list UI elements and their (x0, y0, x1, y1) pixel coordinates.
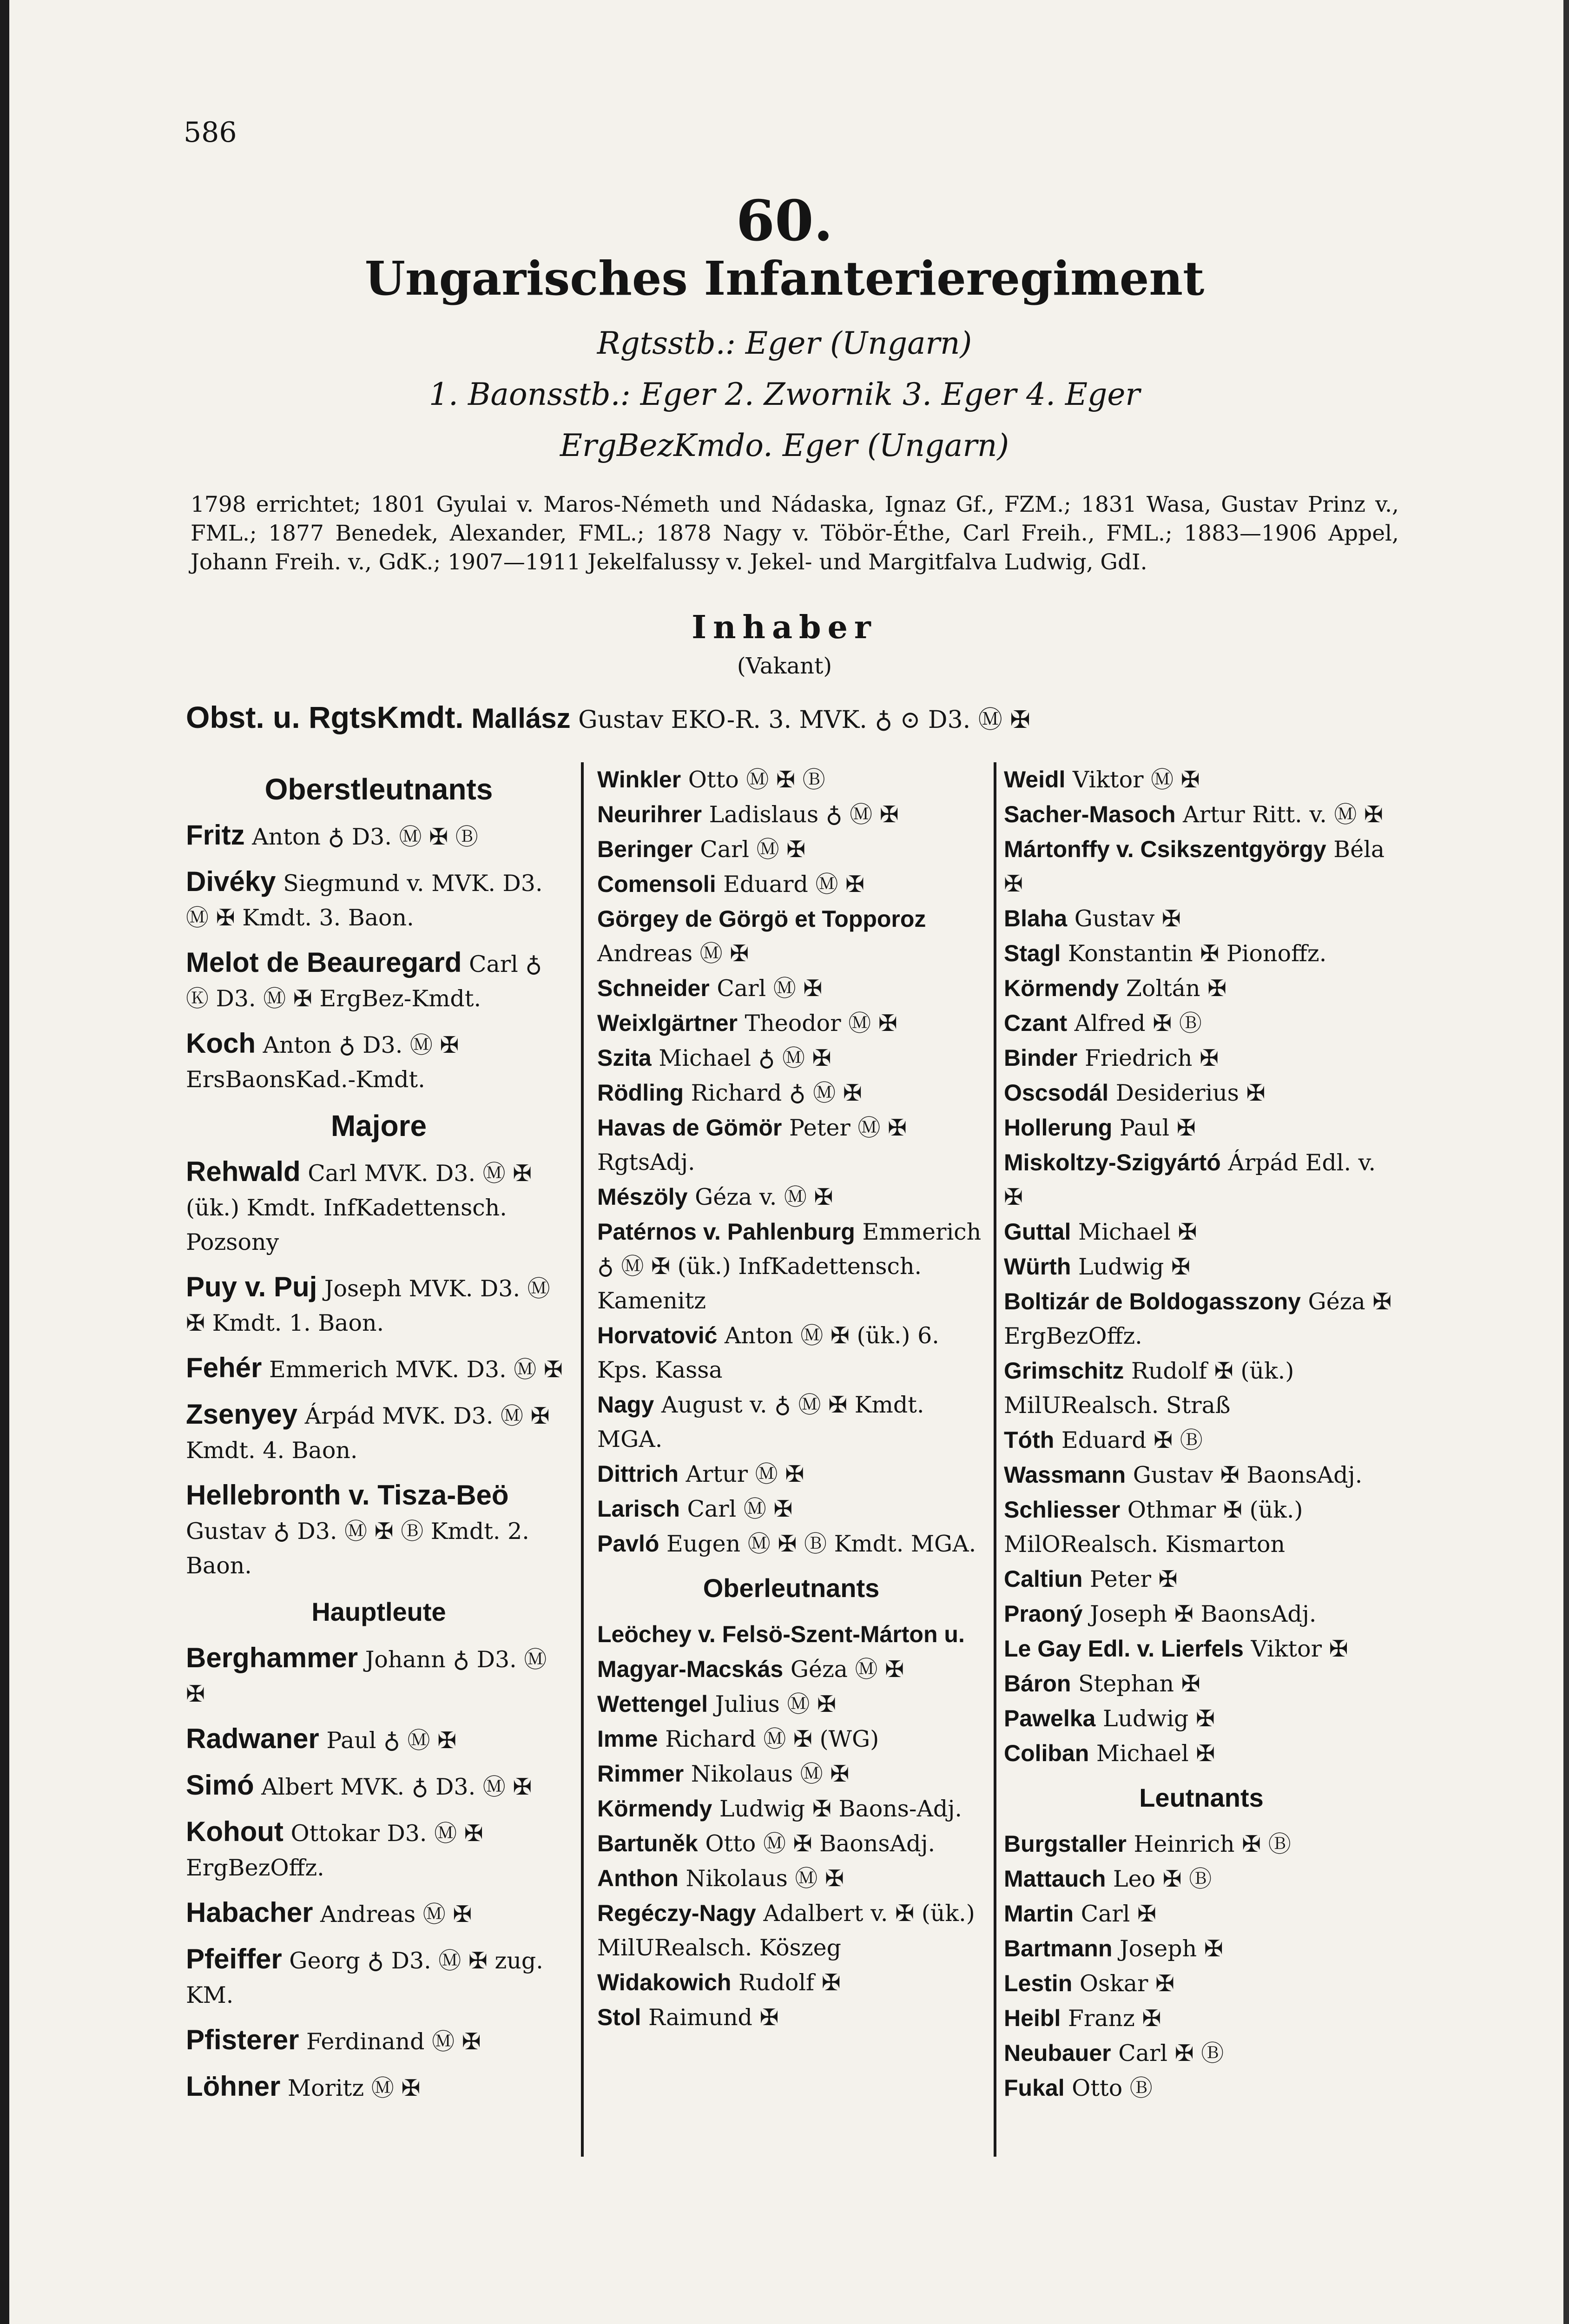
officer-name: Pfeiffer (186, 1943, 282, 1974)
officer-name: Havas de Gömör (597, 1115, 782, 1141)
officer-name: Patérnos v. Pahlenburg (597, 1219, 855, 1245)
roster-entry (1004, 1597, 1399, 1631)
officer-name: Szita (597, 1045, 652, 1071)
officer-details: Raimund ✠ (648, 2004, 779, 2031)
officer-details: Carl Ⓜ ✠ (717, 975, 823, 1002)
column-3 (1004, 762, 1399, 2157)
officer-details: Andreas Ⓜ ✠ (320, 1901, 472, 1928)
officer-name: Mattauch (1004, 1866, 1106, 1892)
officer-details: Rudolf ✠ (ük.) MilURealsch. Straß (1004, 1358, 1294, 1419)
officer-details: Viktor Ⓜ ✠ (1073, 766, 1200, 793)
officer-details: Oskar ✠ (1079, 1970, 1175, 1997)
officer-name: Praoný (1004, 1601, 1083, 1627)
page-number: 586 (184, 116, 237, 149)
roster-entry (186, 865, 572, 935)
officer-details: Ludwig ✠ (1078, 1254, 1191, 1280)
officer-name: Puy v. Puj (186, 1271, 317, 1302)
roster-entry (186, 1722, 572, 1758)
officer-name: Körmendy (597, 1796, 712, 1822)
officer-details: Ludwig ✠ (1102, 1705, 1215, 1732)
roster-entry (1004, 2001, 1399, 2036)
roster-entry (597, 797, 985, 832)
officer-name: Czant (1004, 1010, 1068, 1036)
roster-entry (597, 902, 985, 971)
roster-entry (186, 1942, 572, 2013)
officer-name: Anthon (597, 1865, 679, 1891)
officer-name: Blaha (1004, 905, 1068, 931)
officer-name: Löhner (186, 2071, 281, 2102)
officer-name: Regéczy-Nagy (597, 1900, 756, 1926)
roster-entry (1004, 901, 1399, 936)
rank-heading: Majore (330, 1109, 427, 1142)
officer-name: Radwaner (186, 1723, 319, 1754)
ergbezkmdo-line: ErgBezKmdo. Eger (Ungarn) (560, 428, 1009, 463)
roster-entry (597, 1791, 985, 1826)
roster-entry (597, 1526, 985, 1561)
roster-entry (1004, 936, 1399, 971)
officer-details: Viktor ✠ (1251, 1636, 1348, 1662)
officer-name: Rehwald (186, 1156, 301, 1187)
roster-entry (1004, 2071, 1399, 2106)
officer-details: Géza Ⓜ ✠ (790, 1656, 904, 1683)
column-2 (597, 762, 985, 2157)
officer-name: Weixlgärtner (597, 1010, 738, 1036)
roster-entry (1004, 1423, 1399, 1458)
roster-entry (1004, 1966, 1399, 2001)
roster-entry (186, 2069, 572, 2106)
officer-name: Rimmer (597, 1761, 684, 1787)
officer-name: Fritz (186, 819, 245, 851)
officer-name: Guttal (1004, 1219, 1071, 1245)
roster-entry (1004, 1215, 1399, 1249)
roster-entry (1004, 1492, 1399, 1562)
roster-entry (186, 1397, 572, 1468)
officer-name: Mészöly (597, 1184, 688, 1210)
officer-details: Heinrich ✠ Ⓑ (1134, 1831, 1291, 1857)
officer-details: Desiderius ✠ (1115, 1080, 1266, 1106)
roster-entry (597, 1756, 985, 1791)
roster-entry (186, 1641, 572, 1711)
roster-entry (186, 1768, 572, 1804)
officer-details: Nikolaus Ⓜ ✠ (686, 1865, 844, 1892)
roster-entry (1004, 1353, 1399, 1423)
officer-details: Otto Ⓜ ✠ Ⓑ (688, 766, 825, 793)
officer-details: Johann ♁ D3. Ⓜ ✠ (186, 1646, 547, 1707)
roster-entry (597, 1076, 985, 1110)
officer-name: Wassmann (1004, 1462, 1126, 1488)
roster-entry (186, 2023, 572, 2059)
officer-details: Eduard Ⓜ ✠ (723, 871, 865, 898)
officer-details: Leo ✠ Ⓑ (1113, 1866, 1212, 1892)
roster-entry (597, 1180, 985, 1215)
officer-details: Zoltán ✠ (1126, 975, 1227, 1002)
officer-name: Stagl (1004, 940, 1061, 966)
officer-name: Koch (186, 1028, 256, 1059)
roster-entry (1004, 1666, 1399, 1701)
roster-entry (1004, 762, 1399, 797)
history-paragraph: 1798 errichtet; 1801 Gyulai v. Maros-Németh und Nádaska, Ignaz Gf., FZM.; 1831 Wasa, Gustav Prinz v., FML.; 1877 Benedek, Alexander, FML.; 1878 Nagy v. Töbör-Éthe, Carl Freih., FML.; 1883—1906 Appel, Johann Freih. v., GdK.; 1907—1911 Jekelfalussy v. Jekel- und Margitfalva Ludwig, GdI. (191, 492, 1399, 575)
column-divider-1 (581, 762, 584, 2157)
officer-name: Binder (1004, 1045, 1078, 1071)
officer-name: Boltizár de Boldogasszony (1004, 1288, 1301, 1314)
officer-name: Burgstaller (1004, 1831, 1127, 1857)
roster-entry (597, 1896, 985, 1965)
commander-line (186, 700, 1394, 735)
roster-entry (1004, 1896, 1399, 1931)
officer-name: Pawelka (1004, 1705, 1096, 1731)
officer-name: Zsenyey (186, 1399, 298, 1430)
regiment-number: 60. (736, 188, 833, 254)
officer-name: Simó (186, 1769, 254, 1801)
officer-name: Neubauer (1004, 2040, 1111, 2066)
officer-name: Hollerung (1004, 1115, 1113, 1141)
officer-name: Báron (1004, 1670, 1071, 1697)
roster-entry (597, 1215, 985, 1318)
roster-entry (1004, 1110, 1399, 1145)
officer-details: Nikolaus Ⓜ ✠ (691, 1761, 850, 1787)
roster-entry (1004, 1631, 1399, 1666)
officer-details: Adalbert v. ✠ (ük.) MilURealsch. Köszeg (597, 1900, 975, 1961)
officer-details: Otto Ⓑ (1072, 2075, 1153, 2101)
officer-details: Albert MVK. ♁ D3. Ⓜ ✠ (261, 1774, 532, 1800)
roster-entry (597, 1722, 985, 1756)
officer-details: Ottokar D3. Ⓜ ✠ ErgBezOffz. (186, 1820, 483, 1881)
roster-entry (597, 1965, 985, 2000)
roster-entry (597, 2000, 985, 2035)
officer-details: Géza ✠ ErgBezOffz. (1004, 1288, 1392, 1349)
roster-entry (1004, 1827, 1399, 1862)
roster-entry (1004, 832, 1399, 901)
rgtsstb-line: Rgtsstb.: Eger (Ungarn) (597, 325, 972, 361)
roster-entry (1004, 1931, 1399, 1966)
roster-entry (597, 832, 985, 867)
roster-entry (597, 1826, 985, 1861)
officer-name: Görgey de Görgö et Topporoz (597, 906, 926, 932)
officer-details: Andreas Ⓜ ✠ (597, 940, 749, 967)
commander-label: Obst. u. RgtsKmdt. (186, 700, 464, 734)
roster-entry (1004, 1458, 1399, 1492)
roster-entry (186, 1155, 572, 1260)
roster-entry (597, 1006, 985, 1041)
officer-details: Carl MVK. D3. Ⓜ ✠ (ük.) Kmdt. InfKadettensch. Pozsony (186, 1160, 532, 1255)
officer-name: Beringer (597, 836, 693, 862)
officer-details: Ferdinand Ⓜ ✠ (306, 2028, 481, 2055)
roster-entry (597, 1861, 985, 1896)
officer-details: Carl Ⓜ ✠ (700, 836, 806, 863)
officer-details: Eduard ✠ Ⓑ (1061, 1427, 1203, 1453)
officer-name: Le Gay Edl. v. Lierfels (1004, 1636, 1244, 1662)
page-title: Ungarisches Infanterieregiment (364, 251, 1205, 306)
officer-details: Árpád Edl. v. ✠ (1004, 1149, 1376, 1210)
officer-details: Otto Ⓜ ✠ BaonsAdj. (705, 1830, 936, 1857)
roster-entry (597, 1687, 985, 1722)
officer-details: Gustav ✠ (1074, 905, 1181, 932)
roster-entry (597, 762, 985, 797)
officer-details: Carl Ⓜ ✠ (687, 1496, 793, 1522)
officer-name: Mártonffy v. Csikszentgyörgy (1004, 836, 1326, 862)
officer-details: Emmerich MVK. D3. Ⓜ ✠ (269, 1356, 563, 1383)
officer-details: Ludwig ✠ Baons-Adj. (719, 1796, 962, 1822)
officer-name: Rödling (597, 1080, 684, 1106)
officer-name: Fukal (1004, 2075, 1065, 2101)
officer-name: Stol (597, 2004, 641, 2030)
officer-details: Joseph MVK. D3. Ⓜ ✠ Kmdt. 1. Baon. (186, 1275, 550, 1336)
officer-details: Georg ♁ D3. Ⓜ ✠ zug. KM. (186, 1948, 543, 2008)
roster-entry (1004, 1562, 1399, 1597)
roster-entry (186, 1351, 572, 1387)
officer-details: August v. ♁ Ⓜ ✠ Kmdt. MGA. (597, 1392, 924, 1452)
officer-details: Richard Ⓜ ✠ (WG) (665, 1726, 879, 1752)
commander-name: Mallász (471, 703, 571, 734)
officer-name: Miskoltzy-Szigyártó (1004, 1149, 1221, 1175)
roster-entry (1004, 1284, 1399, 1353)
officer-name: Fehér (186, 1352, 262, 1383)
officer-name: Schneider (597, 975, 710, 1001)
officer-name: Weidl (1004, 766, 1066, 792)
roster-entry (597, 867, 985, 902)
inhaber-value: (Vakant) (737, 653, 832, 679)
officer-details: Peter Ⓜ ✠ RgtsAdj. (597, 1115, 907, 1175)
roster-entry (1004, 1862, 1399, 1896)
rank-heading: Oberstleutnants (264, 772, 493, 806)
officer-details: Rudolf ✠ (738, 1969, 841, 1996)
roster-entry (186, 1815, 572, 1885)
roster-entry (186, 818, 572, 854)
officer-details: Carl ✠ Ⓑ (1118, 2040, 1224, 2067)
officer-details: Paul ♁ Ⓜ ✠ (326, 1727, 457, 1754)
officer-details: Emmerich ♁ Ⓜ ✠ (ük.) InfKadettensch. Kamenitz (597, 1219, 982, 1314)
officer-name: Nagy (597, 1392, 654, 1418)
officer-details: Carl ✠ (1081, 1901, 1157, 1927)
officer-details: Othmar ✠ (ük.) MilORealsch. Kismarton (1004, 1497, 1303, 1558)
officer-name: Caltiun (1004, 1566, 1083, 1592)
officer-name: Grimschitz (1004, 1358, 1124, 1384)
officer-details: Gustav ♁ D3. Ⓜ ✠ Ⓑ Kmdt. 2. Baon. (186, 1518, 529, 1579)
officer-details: Anton Ⓜ ✠ (ük.) 6. Kps. Kassa (597, 1322, 939, 1383)
roster-entry (1004, 1145, 1399, 1215)
officer-details: Artur Ritt. v. Ⓜ ✠ (1183, 801, 1383, 828)
officer-name: Habacher (186, 1897, 313, 1928)
officer-details: Julius Ⓜ ✠ (715, 1691, 837, 1717)
roster-entry (1004, 1006, 1399, 1041)
roster-entry (597, 971, 985, 1006)
officer-name: Pavló (597, 1531, 659, 1557)
officer-name: Larisch (597, 1496, 680, 1522)
officer-details: Konstantin ✠ Pionoffz. (1068, 940, 1327, 967)
officer-name: Comensoli (597, 871, 716, 897)
officer-name: Divéky (186, 866, 276, 897)
officer-name: Coliban (1004, 1740, 1089, 1766)
officer-name: Leöchey v. Felsö-Szent-Márton u. Magyar-Macskás (597, 1621, 965, 1682)
roster-entry (186, 1478, 572, 1583)
officer-name: Bartmann (1004, 1935, 1113, 1961)
roster-entry (186, 1895, 572, 1932)
officer-details: Richard ♁ Ⓜ ✠ (691, 1080, 862, 1106)
officer-name: Kohout (186, 1816, 283, 1847)
roster-entry (1004, 1041, 1399, 1076)
officer-details: Peter ✠ (1090, 1566, 1178, 1592)
officer-name: Berghammer (186, 1642, 358, 1673)
roster-entry (597, 1041, 985, 1076)
column-1 (186, 762, 572, 2157)
officer-details: Artur Ⓜ ✠ (686, 1461, 804, 1487)
rank-heading: Oberleutnants (703, 1573, 880, 1603)
roster-entry (1004, 1701, 1399, 1736)
officer-name: Tóth (1004, 1427, 1055, 1453)
officer-details: Eugen Ⓜ ✠ Ⓑ Kmdt. MGA. (666, 1531, 976, 1557)
roster-entry (597, 1617, 985, 1687)
rank-heading: Hauptleute (311, 1597, 446, 1626)
officer-name: Winkler (597, 766, 681, 792)
officer-details: Gustav ✠ BaonsAdj. (1133, 1462, 1363, 1488)
officer-details: Siegmund v. MVK. D3. Ⓜ ✠ Kmdt. 3. Baon. (186, 870, 543, 931)
commander-details: Gustav EKO-R. 3. MVK. ♁ ⊙ D3. Ⓜ ✠ (578, 706, 1030, 734)
rank-heading: Leutnants (1139, 1783, 1264, 1812)
inhaber-heading: Inhaber (692, 609, 877, 646)
officer-name: Hellebronth v. Tisza-Beö (186, 1479, 509, 1511)
officer-details: Anton ♁ D3. Ⓜ ✠ Ⓑ (252, 824, 478, 850)
officer-name: Heibl (1004, 2005, 1061, 2031)
officer-details: Joseph ✠ (1119, 1935, 1223, 1962)
roster-entry (186, 1026, 572, 1097)
officer-name: Imme (597, 1726, 658, 1752)
officer-name: Horvatović (597, 1322, 718, 1348)
officer-details: Friedrich ✠ (1084, 1045, 1219, 1071)
officer-name: Neurihrer (597, 801, 702, 827)
officer-details: Béla ✠ (1004, 836, 1385, 897)
officer-details: Paul ✠ (1119, 1115, 1196, 1141)
officer-name: Lestin (1004, 1970, 1073, 1996)
officer-details: Árpád MVK. D3. Ⓜ ✠ Kmdt. 4. Baon. (186, 1403, 550, 1464)
officer-name: Pfisterer (186, 2024, 299, 2055)
officer-details: Carl ♁ Ⓚ D3. Ⓜ ✠ ErgBez-Kmdt. (186, 951, 542, 1012)
officer-details: Anton ♁ D3. Ⓜ ✠ ErsBaonsKad.-Kmdt. (186, 1032, 459, 1093)
officer-details: Michael ✠ (1096, 1740, 1215, 1767)
officer-name: Bartuněk (597, 1830, 698, 1856)
roster-entry (1004, 1076, 1399, 1110)
officer-name: Martin (1004, 1901, 1074, 1927)
officer-name: Dittrich (597, 1461, 679, 1487)
roster-entry (186, 945, 572, 1016)
officer-details: Ladislaus ♁ Ⓜ ✠ (709, 801, 899, 828)
roster-entry (1004, 1736, 1399, 1771)
roster-entry (597, 1457, 985, 1492)
officer-name: Sacher-Masoch (1004, 801, 1176, 827)
officer-name: Widakowich (597, 1969, 732, 1995)
officer-name: Schliesser (1004, 1497, 1121, 1523)
officer-details: Theodor Ⓜ ✠ (745, 1010, 897, 1037)
officer-details: Géza v. Ⓜ ✠ (695, 1184, 833, 1210)
roster-entry (1004, 1249, 1399, 1284)
officer-details: Joseph ✠ BaonsAdj. (1090, 1601, 1317, 1627)
officer-name: Körmendy (1004, 975, 1119, 1001)
roster-entry (1004, 2036, 1399, 2071)
officer-name: Melot de Beauregard (186, 947, 462, 978)
column-divider-2 (994, 762, 996, 2157)
officer-details: Franz ✠ (1068, 2005, 1161, 2032)
roster-entry (597, 1387, 985, 1457)
roster-entry (1004, 797, 1399, 832)
officer-name: Wettengel (597, 1691, 708, 1717)
roster-entry (186, 1270, 572, 1340)
officer-details: Michael ✠ (1078, 1219, 1197, 1245)
roster-entry (1004, 971, 1399, 1006)
officer-name: Würth (1004, 1254, 1071, 1280)
baonsstb-line: 1. Baonsstb.: Eger 2. Zwornik 3. Eger 4. Eger (429, 376, 1140, 412)
officer-details: Stephan ✠ (1078, 1670, 1200, 1697)
officer-name: Oscsodál (1004, 1080, 1109, 1106)
officer-details: Alfred ✠ Ⓑ (1074, 1010, 1202, 1037)
officer-details: Moritz Ⓜ ✠ (287, 2075, 421, 2101)
roster-entry (597, 1110, 985, 1180)
officer-details: Michael ♁ Ⓜ ✠ (659, 1045, 831, 1071)
roster-entry (597, 1492, 985, 1526)
roster-entry (597, 1318, 985, 1387)
